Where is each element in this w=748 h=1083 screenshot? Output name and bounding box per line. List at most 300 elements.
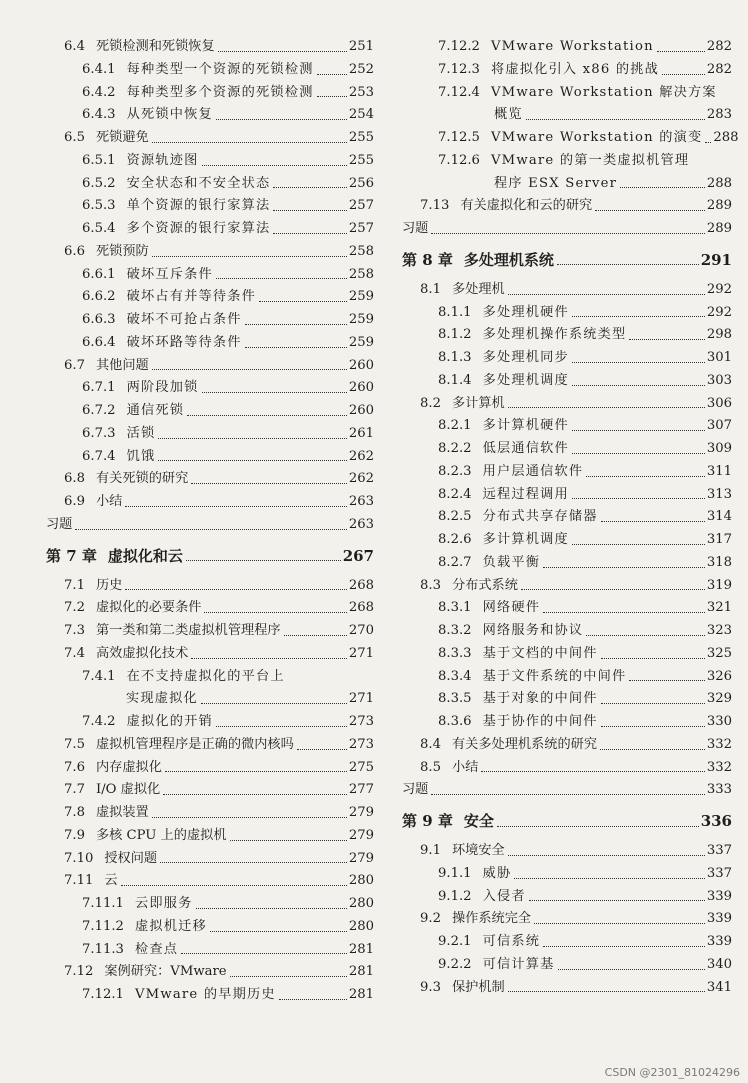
toc-title: 有关多处理机系统的研究 <box>451 736 598 752</box>
dot-leader <box>273 187 346 188</box>
toc-title: 保护机制 <box>451 979 505 995</box>
toc-page-number: 288 <box>713 130 739 145</box>
toc-number: 8.2.2 <box>438 441 472 456</box>
toc-entry <box>46 264 374 287</box>
toc-number: 8.5 <box>420 759 441 775</box>
toc-entry <box>46 848 374 871</box>
toc-title: 远程过程调用 <box>482 486 569 502</box>
dot-leader <box>259 301 347 302</box>
toc-title: VMware 的第一类虚拟机管理 <box>490 152 690 168</box>
toc-number: 7.11.2 <box>82 918 124 934</box>
toc-title: 虚拟化的必要条件 <box>95 600 202 616</box>
toc-entry <box>402 575 732 598</box>
toc-entry <box>46 377 374 400</box>
toc-number: 7.5 <box>64 736 85 752</box>
toc-title: 检查点 <box>134 941 179 957</box>
toc-number: 7.12.4 <box>438 84 480 100</box>
toc-page-number: 282 <box>706 39 732 54</box>
toc-page-number: 282 <box>706 61 732 77</box>
dot-leader <box>75 529 346 530</box>
dot-leader <box>601 703 705 704</box>
toc-page-number: 325 <box>706 645 732 661</box>
toc-title: 环境安全 <box>451 843 505 858</box>
toc-title: 多处理机 <box>451 281 505 297</box>
toc-number: 6.5.1 <box>82 152 116 168</box>
toc-number: 6.5.3 <box>82 198 116 214</box>
toc-number: 8.4 <box>420 736 441 752</box>
toc-number: 8.3 <box>420 577 441 593</box>
dot-leader <box>481 771 704 772</box>
toc-title: 单个资源的银行家算法 <box>126 198 271 214</box>
toc-title: VMware Workstation 解决方案 <box>490 84 717 100</box>
toc-page-number: 251 <box>348 39 374 54</box>
toc-number: 8.2 <box>420 395 441 411</box>
dot-leader <box>210 931 347 932</box>
toc-number: 8.3.4 <box>438 668 472 684</box>
toc-title: 通信死锁 <box>126 403 185 418</box>
toc-title: 其他问题 <box>95 357 149 373</box>
dot-leader <box>125 589 346 590</box>
toc-page-number: 271 <box>348 645 374 661</box>
dot-leader <box>543 612 705 613</box>
toc-entry <box>402 461 732 484</box>
dot-leader <box>529 900 705 901</box>
toc-page-number: 258 <box>348 243 374 259</box>
toc-page-number: 319 <box>706 577 732 593</box>
toc-number: 6.4.1 <box>82 61 116 77</box>
toc-title: 高效虚拟化技术 <box>95 645 189 661</box>
toc-page-number: 313 <box>706 486 732 502</box>
toc-title: 破坏互斥条件 <box>126 266 213 282</box>
toc-entry <box>402 908 732 931</box>
toc-page-number: 259 <box>348 312 374 327</box>
dot-leader <box>163 794 347 795</box>
dot-leader <box>273 233 346 234</box>
toc-entry <box>46 802 374 825</box>
toc-page-number: 339 <box>706 911 732 927</box>
toc-page-number: 279 <box>348 827 374 843</box>
toc-number: 8.2.6 <box>438 532 472 547</box>
toc-number: 7.13 <box>420 198 450 214</box>
toc-number: 8.3.5 <box>438 691 472 707</box>
toc-entry <box>46 779 374 802</box>
toc-title: 虚拟机迁移 <box>134 918 207 934</box>
toc-page-number: 340 <box>706 956 732 972</box>
toc-entry <box>402 302 732 325</box>
toc-page-number: 262 <box>348 448 374 464</box>
toc-entry <box>46 400 374 423</box>
toc-entry <box>46 688 374 711</box>
dot-leader <box>317 96 347 97</box>
toc-number: 6.6.4 <box>82 334 116 350</box>
toc-page-number: 280 <box>348 918 374 934</box>
dot-leader <box>186 560 341 561</box>
toc-title: 网络硬件 <box>482 600 541 616</box>
dot-leader <box>160 862 347 863</box>
toc-number: 7.1 <box>64 577 85 593</box>
toc-page-number: 337 <box>706 865 732 881</box>
dot-leader <box>586 476 705 477</box>
dot-leader <box>572 544 705 545</box>
toc-chapter-heading <box>46 537 374 575</box>
toc-entry <box>46 446 374 469</box>
toc-title: 低层通信软件 <box>482 441 569 456</box>
toc-page-number: 339 <box>706 934 732 949</box>
toc-number: 6.6.3 <box>82 312 116 327</box>
toc-entry <box>402 324 732 347</box>
toc-title: 多计算机调度 <box>482 532 569 547</box>
dot-leader <box>152 256 347 257</box>
toc-entry <box>46 514 374 537</box>
dot-leader <box>191 483 347 484</box>
toc-title: VMware 的早期历史 <box>134 987 276 1002</box>
toc-number: 6.7 <box>64 357 85 373</box>
toc-title: 多核 CPU 上的虚拟机 <box>95 827 227 843</box>
toc-entry <box>402 393 732 416</box>
toc-title: VMware Workstation <box>490 39 654 54</box>
dot-leader <box>557 264 699 265</box>
toc-entry <box>46 468 374 491</box>
toc-page-number: 311 <box>706 463 732 479</box>
toc-page-number: 258 <box>348 266 374 282</box>
toc-title: 多处理机系统 <box>463 250 554 269</box>
toc-title: 两阶段加锁 <box>126 380 199 396</box>
toc-entry <box>402 931 732 954</box>
toc-number: 第 7 章 <box>46 546 97 565</box>
toc-page-number: 289 <box>706 198 732 214</box>
toc-title: 授权问题 <box>104 850 158 866</box>
toc-page-number: 337 <box>706 843 732 858</box>
toc-entry <box>46 195 374 218</box>
toc-title: 小结 <box>451 759 479 775</box>
dot-leader <box>216 278 347 279</box>
toc-number: 7.12.3 <box>438 61 480 77</box>
toc-page-number: 280 <box>348 873 374 889</box>
dot-leader <box>508 991 705 992</box>
dot-leader <box>514 878 704 879</box>
toc-title: 实现虚拟化 <box>126 691 198 707</box>
toc-title: 多计算机 <box>451 395 505 411</box>
toc-title: 虚拟化和云 <box>107 546 183 565</box>
toc-number: 7.4.1 <box>82 668 116 684</box>
toc-title: 威胁 <box>482 865 512 881</box>
toc-right-column <box>402 36 739 999</box>
toc-number: 9.2.2 <box>438 956 472 972</box>
toc-title: 虚拟机管理程序是正确的微内核吗 <box>95 736 294 752</box>
dot-leader <box>230 840 347 841</box>
toc-entry <box>46 870 374 893</box>
toc-title: 饥饿 <box>126 448 156 464</box>
toc-title: 安全状态和不安全状态 <box>126 175 271 191</box>
toc-number: 7.11.1 <box>82 896 124 911</box>
toc-number: 8.2.7 <box>438 554 472 570</box>
dot-leader <box>572 385 705 386</box>
toc-number: 6.9 <box>64 494 85 509</box>
toc-entry <box>402 597 732 620</box>
toc-page-number: 270 <box>348 623 374 638</box>
toc-title: 死锁预防 <box>95 243 149 259</box>
toc-title: 死锁检测和死锁恢复 <box>95 39 215 54</box>
toc-entry <box>46 491 374 514</box>
toc-entry <box>46 150 374 173</box>
toc-number: 6.4 <box>64 39 85 54</box>
toc-title: 可信计算基 <box>482 956 555 972</box>
dot-leader <box>431 794 704 795</box>
toc-page-number: 317 <box>706 532 732 547</box>
toc-number: 8.2.3 <box>438 463 472 479</box>
toc-title: 多处理机硬件 <box>482 304 569 320</box>
toc-page-number: 288 <box>706 175 732 191</box>
toc-title: 小结 <box>95 494 123 509</box>
dot-leader <box>508 855 705 856</box>
toc-entry <box>46 711 374 734</box>
dot-leader <box>600 749 705 750</box>
toc-title: 活锁 <box>126 425 156 441</box>
toc-entry <box>402 36 732 59</box>
dot-leader <box>158 438 346 439</box>
toc-entry <box>46 893 374 916</box>
toc-page-number: 260 <box>348 380 374 396</box>
toc-number: 8.2.1 <box>438 418 472 434</box>
toc-number: 7.12.6 <box>438 152 480 168</box>
toc-entry <box>46 218 374 241</box>
toc-page-number: 301 <box>706 350 732 365</box>
toc-number: 6.7.3 <box>82 425 116 441</box>
toc-title: 入侵者 <box>482 888 526 904</box>
toc-number: 8.3.2 <box>438 623 472 638</box>
toc-title: 死锁避免 <box>95 130 149 145</box>
toc-number: 6.6.2 <box>82 289 116 305</box>
toc-page-number: 291 <box>700 250 732 269</box>
toc-number: 6.7.1 <box>82 380 116 396</box>
toc-title: 基于协作的中间件 <box>482 714 598 729</box>
toc-entry <box>46 597 374 620</box>
toc-page-number: 336 <box>700 812 732 830</box>
toc-title: 资源轨迹图 <box>126 152 199 168</box>
toc-title: 多处理机操作系统类型 <box>482 327 627 343</box>
toc-number: 9.1.2 <box>438 888 472 904</box>
toc-entry <box>46 643 374 666</box>
dot-leader <box>204 612 346 613</box>
toc-title: I/O 虚拟化 <box>95 782 161 798</box>
toc-page-number: 332 <box>706 759 732 775</box>
toc-page-number: 252 <box>348 61 374 77</box>
toc-entry <box>46 36 374 59</box>
toc-page-number: 329 <box>706 691 732 707</box>
toc-entry <box>402 415 732 438</box>
toc-number: 7.12.1 <box>82 987 124 1002</box>
dot-leader <box>431 233 704 234</box>
toc-title: 在不支持虚拟化的平台上 <box>126 668 285 684</box>
dot-leader <box>181 953 347 954</box>
dot-leader <box>191 658 347 659</box>
toc-number: 8.2.5 <box>438 509 472 525</box>
toc-number: 8.2.4 <box>438 486 472 502</box>
toc-page-number: 268 <box>348 577 374 593</box>
dot-leader <box>620 187 705 188</box>
dot-leader <box>125 506 346 507</box>
toc-entry <box>402 863 732 886</box>
toc-title: 每种类型多个资源的死锁检测 <box>126 84 314 100</box>
toc-entry <box>402 370 732 393</box>
toc-title: 破坏不可抢占条件 <box>126 312 242 327</box>
toc-page-number: 268 <box>348 600 374 616</box>
toc-title: 从死锁中恢复 <box>126 107 213 123</box>
toc-page-number: 279 <box>348 850 374 866</box>
toc-title: 基于文件系统的中间件 <box>482 668 627 684</box>
toc-page-number: 341 <box>706 979 732 995</box>
toc-number: 6.7.4 <box>82 448 116 464</box>
toc-entry <box>402 734 732 757</box>
toc-entry <box>402 506 732 529</box>
toc-page-number: 289 <box>706 221 732 236</box>
toc-number: 7.8 <box>64 805 85 820</box>
toc-title: 操作系统完全 <box>451 911 532 927</box>
toc-number: 9.2.1 <box>438 934 472 949</box>
dot-leader <box>273 210 346 211</box>
dot-leader <box>705 142 711 143</box>
toc-page-number: 323 <box>706 623 732 638</box>
toc-page-number: 326 <box>706 668 732 684</box>
toc-entry <box>402 757 732 780</box>
toc-page-number: 330 <box>706 714 732 729</box>
toc-title: 云即服务 <box>134 896 193 911</box>
toc-page-number: 271 <box>348 691 374 707</box>
toc-number: 8.3.1 <box>438 600 472 616</box>
toc-entry <box>402 711 732 734</box>
toc-title: 多个资源的银行家算法 <box>126 221 271 236</box>
toc-title: 将虚拟化引入 x86 的挑战 <box>490 61 660 77</box>
dot-leader <box>216 119 347 120</box>
toc-page-number: 280 <box>348 896 374 911</box>
toc-entry <box>402 173 732 196</box>
toc-title: VMware Workstation 的演变 <box>490 130 703 145</box>
toc-page-number: 257 <box>348 198 374 214</box>
toc-page-number: 267 <box>342 546 374 565</box>
toc-title: 每种类型一个资源的死锁检测 <box>126 61 314 77</box>
toc-entry <box>46 620 374 643</box>
dot-leader <box>572 316 705 317</box>
dot-leader <box>317 74 347 75</box>
toc-entry <box>402 666 732 689</box>
dot-leader <box>601 658 705 659</box>
toc-number: 6.4.3 <box>82 107 116 123</box>
toc-page-number: 321 <box>706 600 732 616</box>
toc-entry <box>402 195 732 218</box>
dot-leader <box>543 946 705 947</box>
toc-number: 7.9 <box>64 827 85 843</box>
toc-entry <box>46 984 374 1007</box>
toc-page-number: 256 <box>348 175 374 191</box>
toc-number: 7.12.2 <box>438 39 480 54</box>
dot-leader <box>521 589 705 590</box>
toc-number: 6.5.2 <box>82 175 116 191</box>
toc-entry <box>46 757 374 780</box>
toc-entry <box>402 347 732 370</box>
dot-leader <box>279 999 347 1000</box>
toc-entry <box>402 529 732 552</box>
toc-entry <box>402 886 732 909</box>
toc-number: 6.5 <box>64 130 85 145</box>
toc-title: 破坏占有并等待条件 <box>126 289 257 305</box>
toc-page-number: 281 <box>348 964 374 980</box>
toc-page-number: 263 <box>348 516 374 532</box>
dot-leader <box>245 347 347 348</box>
toc-entry <box>46 916 374 939</box>
dot-leader <box>601 521 705 522</box>
dot-leader <box>297 749 347 750</box>
toc-entry <box>46 286 374 309</box>
toc-number: 8.1.1 <box>438 304 472 320</box>
toc-page-number: 307 <box>706 418 732 434</box>
dot-leader <box>572 430 705 431</box>
toc-page-number: 292 <box>706 281 732 297</box>
toc-title: 负载平衡 <box>482 554 541 570</box>
toc-left-column <box>46 36 374 1007</box>
toc-page-number: 273 <box>348 736 374 752</box>
toc-number: 7.11.3 <box>82 941 124 957</box>
dot-leader <box>152 369 347 370</box>
toc-entry <box>402 82 732 105</box>
toc-entry <box>402 59 732 82</box>
dot-leader <box>165 771 347 772</box>
dot-leader <box>202 165 347 166</box>
toc-entry <box>402 279 732 302</box>
dot-leader <box>152 142 347 143</box>
toc-page-number: 279 <box>348 805 374 820</box>
toc-title: 概览 <box>494 107 523 123</box>
toc-entry <box>46 734 374 757</box>
dot-leader <box>245 324 347 325</box>
toc-title: 内存虚拟化 <box>95 759 162 775</box>
toc-number: 7.12 <box>64 964 94 980</box>
dot-leader <box>558 969 705 970</box>
toc-title: 习题 <box>46 516 73 532</box>
toc-page-number: 273 <box>348 714 374 729</box>
toc-number: 8.1.3 <box>438 350 472 365</box>
toc-entry <box>46 127 374 150</box>
dot-leader <box>497 826 699 827</box>
toc-entry <box>46 59 374 82</box>
toc-page-number: 275 <box>348 759 374 775</box>
dot-leader <box>201 703 347 704</box>
dot-leader <box>202 392 347 393</box>
toc-entry <box>46 309 374 332</box>
toc-title: 网络服务和协议 <box>482 623 584 638</box>
toc-page-number: 333 <box>706 782 732 798</box>
dot-leader <box>158 460 346 461</box>
toc-number: 6.8 <box>64 471 85 487</box>
dot-leader <box>218 51 347 52</box>
toc-title: 有关死锁的研究 <box>95 471 189 487</box>
toc-entry <box>46 82 374 105</box>
toc-number: 6.6 <box>64 243 85 259</box>
dot-leader <box>586 635 705 636</box>
toc-number: 7.11 <box>64 873 94 889</box>
dot-leader <box>230 976 347 977</box>
toc-entry <box>402 954 732 977</box>
toc-entry <box>46 575 374 598</box>
dot-leader <box>572 362 705 363</box>
toc-page-number: 281 <box>348 987 374 1002</box>
toc-entry <box>46 666 374 689</box>
toc-page-number: 259 <box>348 289 374 305</box>
toc-entry <box>402 840 732 863</box>
toc-entry <box>402 127 739 150</box>
toc-page-number: 309 <box>706 441 732 456</box>
toc-page-number: 298 <box>706 327 732 343</box>
dot-leader <box>629 339 704 340</box>
